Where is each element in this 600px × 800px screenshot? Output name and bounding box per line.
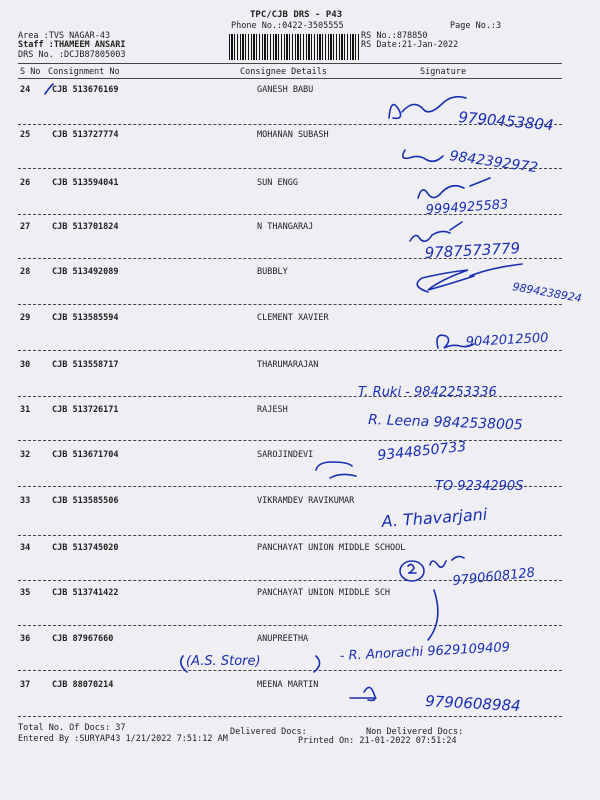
row-divider [18, 580, 562, 581]
col-consignee: Consignee Details [240, 67, 327, 77]
signature-34 [428, 556, 464, 640]
handwritten-line-31: R. Leena 9842538005 [367, 412, 523, 434]
row-consignment: CJB 513701824 [52, 222, 119, 232]
phone-number: Phone No.:0422-3505555 [231, 21, 344, 31]
handwritten-signature-33: A. Thavarjani [380, 504, 488, 531]
handwritten-phone-37: 9790608984 [424, 692, 522, 715]
handwritten-phone-27: 9787573779 [424, 239, 521, 262]
row-consignment: CJB 513558717 [52, 360, 119, 370]
row-consignee: PANCHAYAT UNION MIDDLE SCH [257, 588, 391, 598]
row-sno: 27 [20, 222, 31, 232]
row-divider [18, 670, 562, 671]
area-label: Area :TVS NAGAR-43 [18, 31, 111, 41]
signature-37 [350, 687, 376, 700]
row-sno: 30 [20, 360, 31, 370]
drs-number: DRS No. :DCJB87805003 [18, 50, 126, 60]
row-consignee: BUBBLY [257, 267, 288, 277]
row-consignee: SUN ENGG [257, 178, 298, 188]
row-divider [18, 535, 562, 536]
row-consignment: CJB 513594041 [52, 178, 119, 188]
handwritten-phone-28: 9894238924 [511, 280, 583, 306]
row-sno: 33 [20, 496, 31, 506]
handwritten-line-36: - R. Anorachi 9629109409 [339, 640, 511, 664]
handwritten-phone-29: 9042012500 [465, 330, 549, 350]
col-sno: S No [20, 67, 41, 77]
row-sno: 37 [20, 680, 31, 690]
row-divider [18, 625, 562, 626]
handwritten-phone-24: 9790453804 [457, 108, 555, 135]
row-divider [18, 168, 562, 169]
row-sno: 34 [20, 543, 31, 553]
row-divider [18, 716, 562, 717]
row-divider [18, 396, 562, 397]
total-docs: Total No. Of Docs: 37 [18, 723, 126, 733]
signature-29 [437, 335, 474, 348]
handwritten-line-30: T. Ruki - 9842253336 [358, 385, 497, 400]
row-divider [18, 440, 562, 441]
printed-on: Printed On: 21-01-2022 07:51:24 [298, 736, 457, 746]
signature-32 [316, 462, 356, 478]
handwritten-phone-25: 9842392972 [448, 148, 539, 177]
rs-date: RS Date:21-Jan-2022 [361, 40, 459, 50]
row-consignment: CJB 513676169 [52, 85, 119, 95]
row-divider [18, 258, 562, 259]
staff-label: Staff :THAMEEM ANSARI [18, 40, 126, 50]
row-consignee: VIKRAMDEV RAVIKUMAR [257, 496, 355, 506]
header-divider [18, 63, 562, 64]
row-consignee: N THANGARAJ [257, 222, 314, 232]
row-divider [18, 124, 562, 125]
row-divider [18, 304, 562, 305]
page-number: Page No.:3 [450, 21, 502, 31]
handwritten-phone-26: 9994925583 [425, 197, 509, 218]
row-sno: 36 [20, 634, 31, 644]
handwritten-store-36: (A.S. Store) [186, 654, 261, 669]
row-consignment: CJB 513492089 [52, 267, 119, 277]
row-sno: 32 [20, 450, 31, 460]
rs-number: RS No.:878850 [361, 31, 428, 41]
delivered-docs: Delivered Docs: [230, 727, 307, 737]
row-divider [18, 486, 562, 487]
row-sno: 35 [20, 588, 31, 598]
row-sno: 28 [20, 267, 31, 277]
row-consignment: CJB 87967660 [52, 634, 114, 644]
row-consignee: ANUPREETHA [257, 634, 309, 644]
col-signature: Signature [420, 67, 467, 77]
row-consignee: THARUMARAJAN [257, 360, 319, 370]
barcode [229, 34, 359, 60]
handwritten-phone-32b: TO 9234290S [435, 479, 524, 494]
row-consignee: CLEMENT XAVIER [257, 313, 329, 323]
circled-mark [400, 561, 424, 581]
signature-28 [417, 264, 522, 292]
row-consignment: CJB 513585594 [52, 313, 119, 323]
row-consignee: RAJESH [257, 405, 288, 415]
signature-26 [418, 178, 490, 198]
row-sno: 25 [20, 130, 31, 140]
row-consignment: CJB 513741422 [52, 588, 119, 598]
row-sno: 29 [20, 313, 31, 323]
row-consignee: MOHANAN SUBASH [257, 130, 329, 140]
row-sno: 24 [20, 85, 31, 95]
row-consignee: MEENA MARTIN [257, 680, 319, 690]
signature-24 [389, 97, 466, 119]
row-divider [18, 214, 562, 215]
row-consignee: GANESH BABU [257, 85, 314, 95]
handwritten-phone-35: 9790608128 [451, 565, 536, 589]
col-consignment: Consignment No [48, 67, 120, 77]
entered-by: Entered By :SURYAP43 1/21/2022 7:51:12 AM [18, 734, 228, 744]
row-divider [18, 350, 562, 351]
signature-25 [403, 150, 443, 161]
row-consignment: CJB 513726171 [52, 405, 119, 415]
row-consignment: CJB 513585506 [52, 496, 119, 506]
row-consignment: CJB 513727774 [52, 130, 119, 140]
row-consignment: CJB 513671704 [52, 450, 119, 460]
circled-digit [408, 564, 416, 573]
row-consignment: CJB 88070214 [52, 680, 114, 690]
row-consignee: SAROJINDEVI [257, 450, 314, 460]
handwritten-phone-32a: 9344850733 [376, 438, 468, 464]
column-divider [18, 78, 562, 79]
signature-27 [410, 222, 462, 241]
row-consignee: PANCHAYAT UNION MIDDLE SCHOOL [257, 543, 406, 553]
document-title: TPC/CJB DRS - P43 [250, 10, 343, 20]
row-sno: 31 [20, 405, 31, 415]
row-consignment: CJB 513745020 [52, 543, 119, 553]
row-sno: 26 [20, 178, 31, 188]
non-delivered-docs: Non Delivered Docs: [366, 727, 464, 737]
